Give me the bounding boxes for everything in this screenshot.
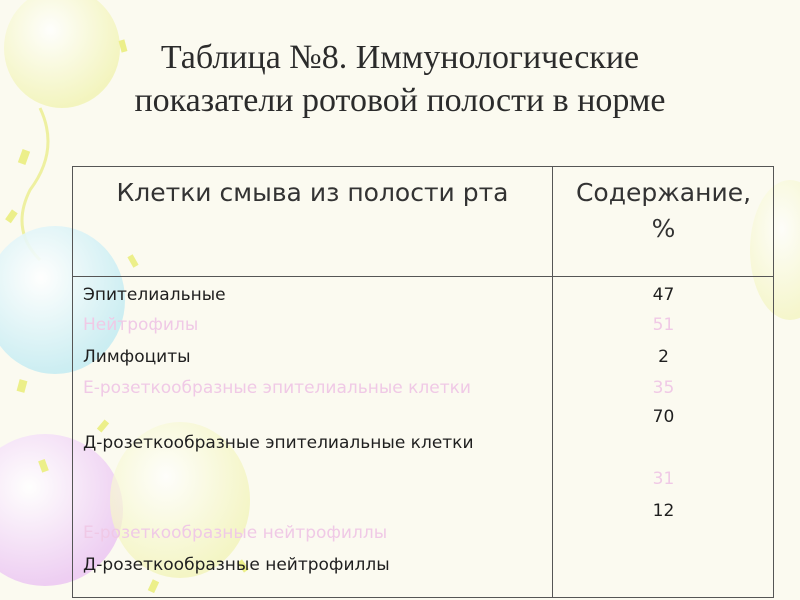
row-label: Е-розеткообразные нейтрофиллы — [83, 523, 388, 543]
row-value: 51 — [652, 315, 675, 335]
header-cell-content: Содержание, % — [575, 178, 752, 243]
row-label: Нейтрофилы — [83, 315, 199, 335]
row-value: 31 — [652, 469, 675, 489]
row-value: 12 — [652, 501, 675, 521]
row-value: 35 — [652, 378, 675, 398]
title-line-2: показатели ротовой полости в норме — [134, 82, 666, 119]
title-line-1: Таблица №8. Иммунологические — [160, 39, 640, 76]
header-cell-cells: Клетки смыва из полости рта — [116, 178, 509, 207]
row-value: 2 — [658, 347, 669, 367]
page-title — [60, 36, 740, 122]
row-label: Лимфоциты — [83, 347, 191, 367]
row-label: Е-розеткообразные эпителиальные клетки — [83, 378, 471, 398]
row-label: Д-розеткообразные эпителиальные клетки — [83, 433, 474, 453]
immunology-table — [72, 166, 774, 598]
row-label: Д-розеткообразные нейтрофиллы — [83, 555, 390, 575]
row-label: Эпителиальные — [83, 285, 226, 305]
row-value: 47 — [652, 285, 675, 305]
row-value: 70 — [652, 407, 675, 427]
header-divider — [73, 276, 773, 277]
